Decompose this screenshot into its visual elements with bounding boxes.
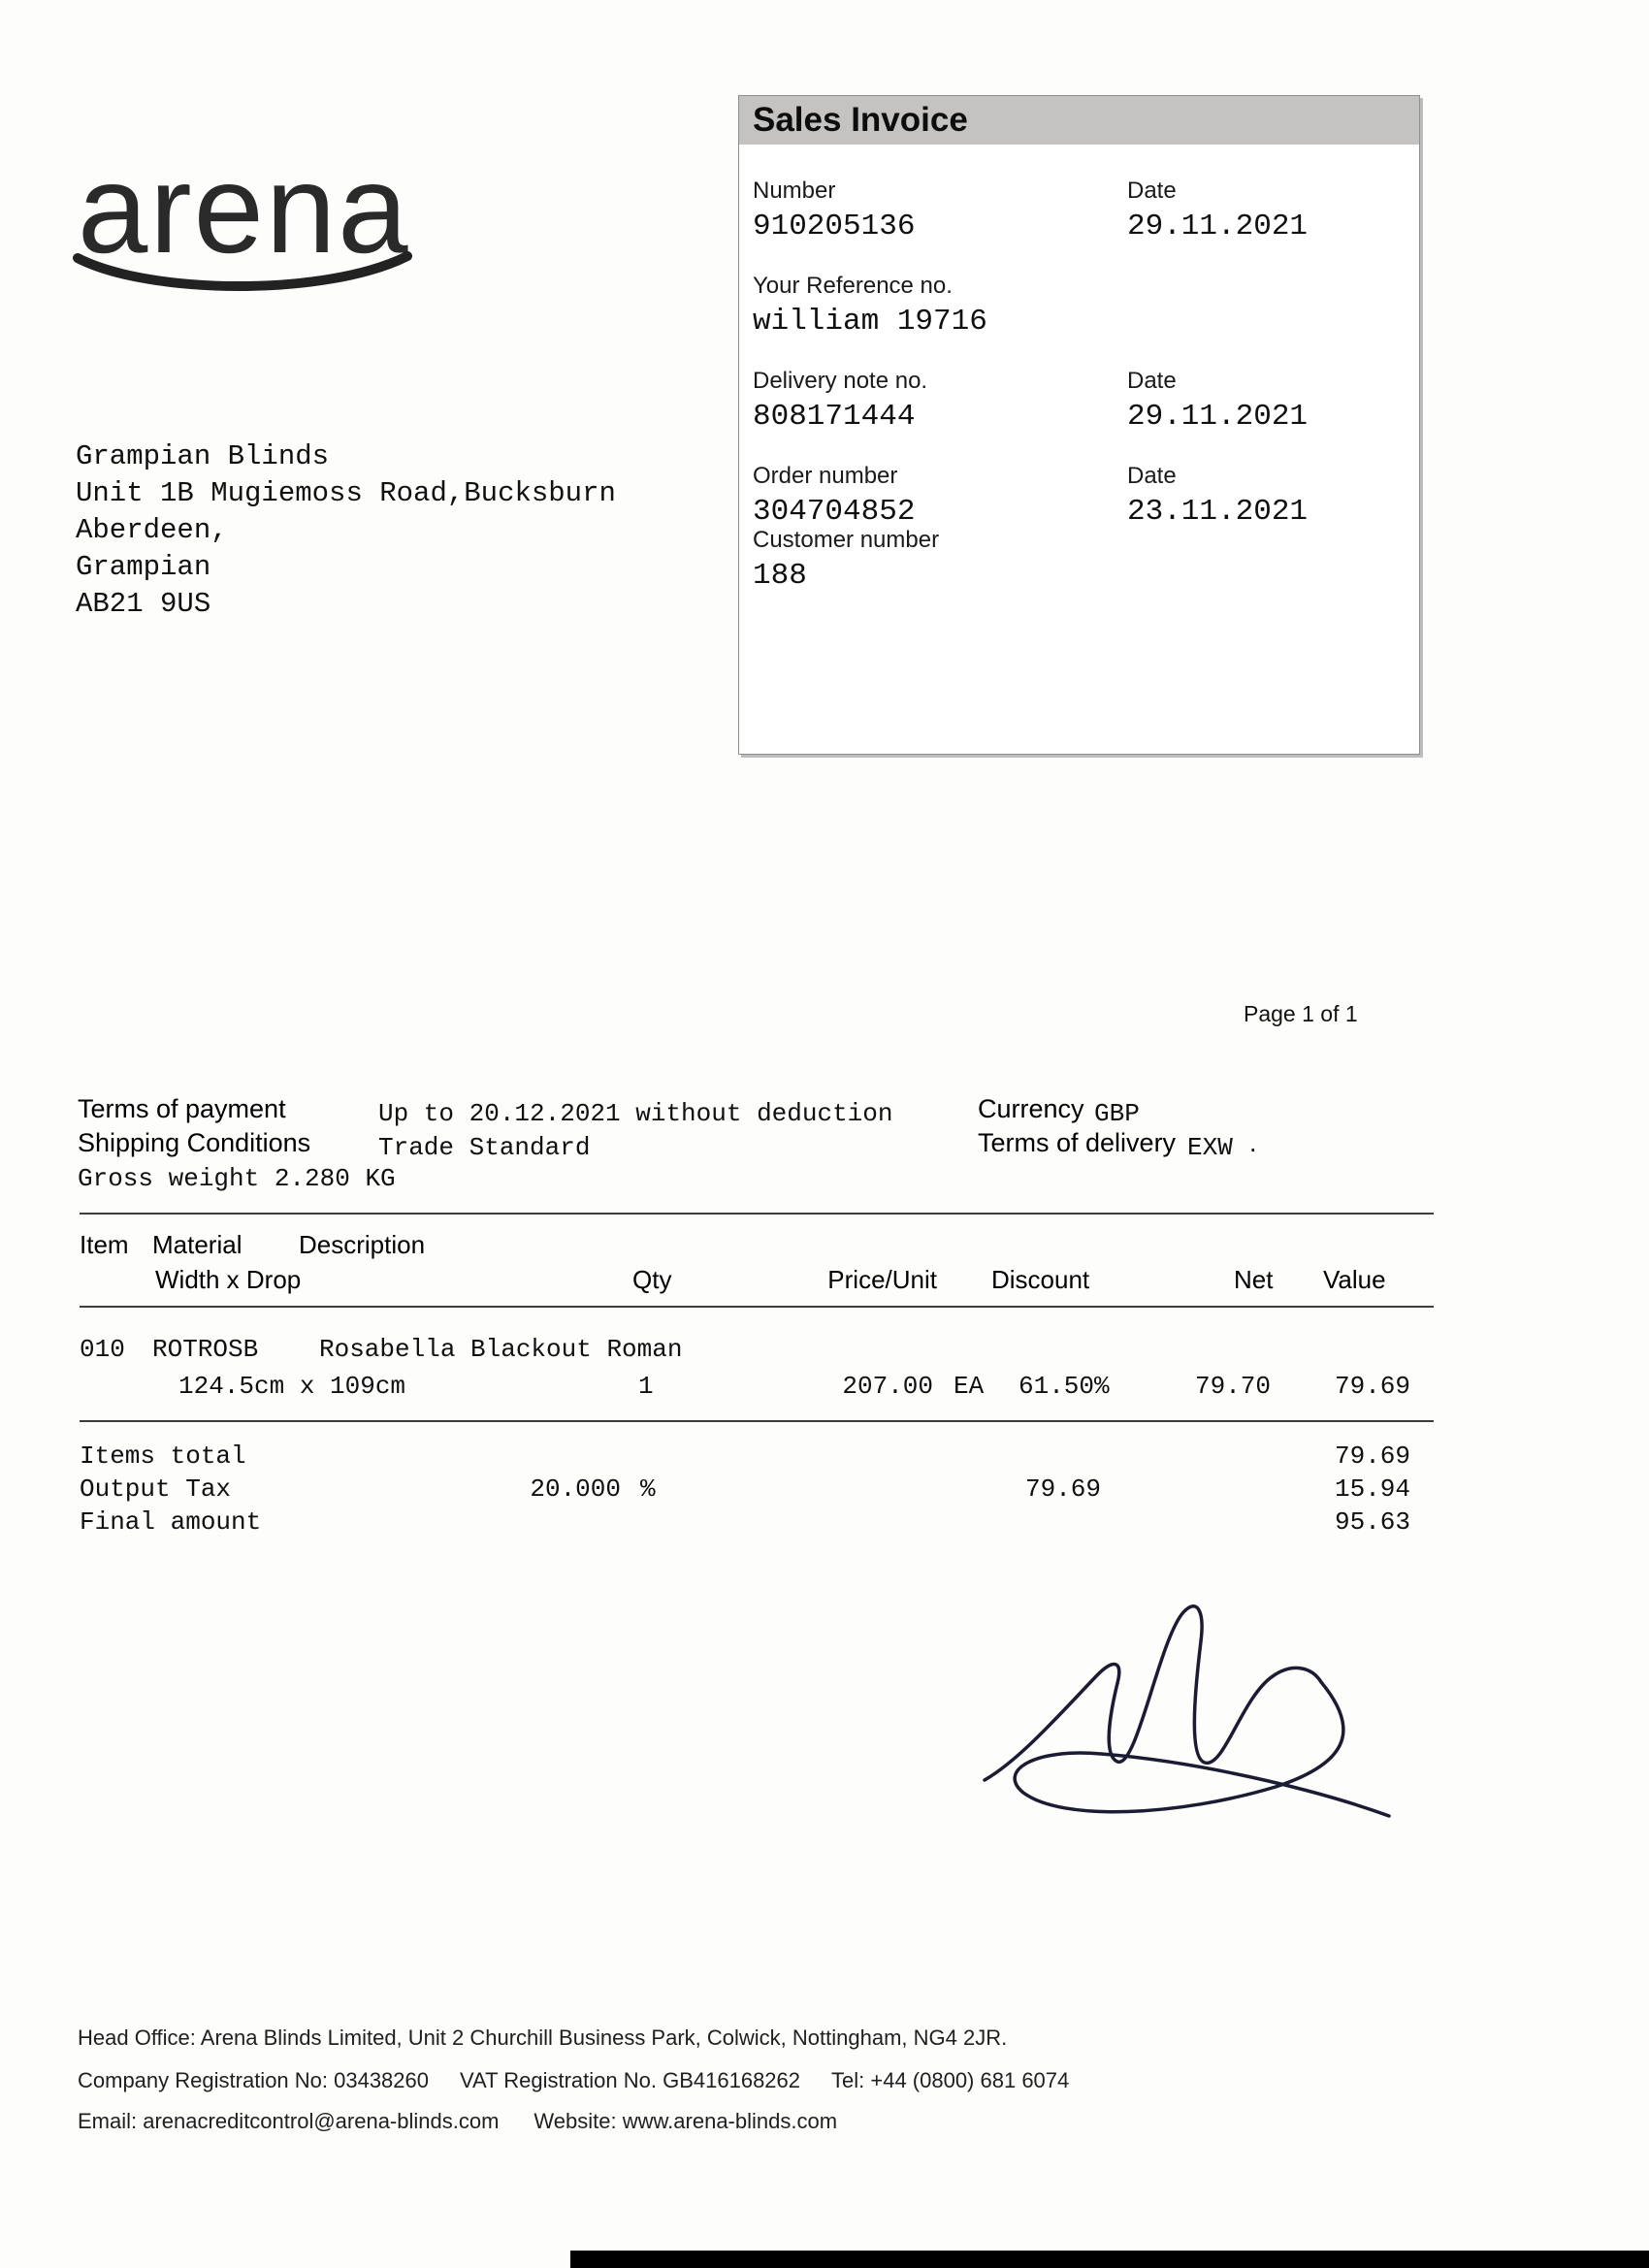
final-amount-label: Final amount xyxy=(80,1507,262,1537)
delivery-date-value: 29.11.2021 xyxy=(1127,400,1309,434)
footer-company-reg: Company Registration No: 03438260 xyxy=(78,2068,430,2092)
row-price-unit: 207.00 xyxy=(842,1372,933,1401)
footer-email: Email: arenacreditcontrol@arena-blinds.com xyxy=(78,2109,500,2133)
order-date-field xyxy=(1127,463,1308,529)
header-item: Item xyxy=(80,1230,129,1259)
invoice-date-label: Date xyxy=(1127,178,1177,204)
order-number-value: 304704852 xyxy=(753,495,916,529)
invoice-date-field xyxy=(1127,178,1308,243)
footer-registration-line xyxy=(78,2068,1069,2093)
invoice-date-value: 29.11.2021 xyxy=(1127,210,1309,243)
handwritten-signature xyxy=(951,1571,1416,1853)
order-number-field xyxy=(753,463,915,529)
invoice-number-value: 910205136 xyxy=(753,210,916,243)
logo-swoosh-icon xyxy=(72,246,413,301)
items-total-label: Items total xyxy=(80,1442,246,1471)
currency-label: Currency xyxy=(978,1094,1084,1123)
delivery-note-field xyxy=(753,368,927,434)
recipient-name: Grampian Blinds xyxy=(76,440,330,472)
recipient-street: Unit 1B Mugiemoss Road,Bucksburn xyxy=(76,477,616,509)
output-tax-label: Output Tax xyxy=(80,1474,232,1504)
header-description: Description xyxy=(299,1230,426,1259)
header-price-unit: Price/Unit xyxy=(827,1265,937,1294)
row-unit: EA xyxy=(954,1372,985,1401)
delivery-date-field xyxy=(1127,368,1308,434)
gross-weight: Gross weight 2.280 KG xyxy=(78,1164,396,1193)
reference-field xyxy=(753,273,987,339)
row-material: ROTROSB xyxy=(152,1335,259,1364)
table-header-rule xyxy=(80,1306,1434,1308)
page-indicator: Page 1 of 1 xyxy=(1244,1001,1358,1026)
output-tax-percent-sign: % xyxy=(640,1474,656,1504)
footer-contact-line xyxy=(78,2109,837,2134)
output-tax-rate: 20.000 xyxy=(530,1474,621,1504)
terms-of-delivery-period: . xyxy=(1249,1128,1257,1157)
footer-tel: Tel: +44 (0800) 681 6074 xyxy=(831,2068,1070,2092)
terms-of-payment-label: Terms of payment xyxy=(78,1094,286,1123)
row-value: 79.69 xyxy=(1334,1372,1410,1401)
invoice-number-label: Number xyxy=(753,178,836,204)
footer-website: Website: www.arena-blinds.com xyxy=(534,2109,838,2133)
shipping-conditions-value: Trade Standard xyxy=(378,1133,591,1162)
sales-invoice-title-bar xyxy=(739,96,1419,145)
items-total-value: 79.69 xyxy=(1334,1442,1410,1471)
final-amount-value: 95.63 xyxy=(1334,1507,1410,1537)
terms-of-delivery-label: Terms of delivery xyxy=(978,1128,1177,1157)
row-description: Rosabella Blackout Roman xyxy=(319,1335,683,1364)
recipient-address xyxy=(76,438,616,623)
sales-invoice-panel xyxy=(738,95,1420,755)
header-material: Material xyxy=(152,1230,242,1259)
header-discount: Discount xyxy=(991,1265,1090,1294)
recipient-postcode: AB21 9US xyxy=(76,588,211,620)
reference-value: william 19716 xyxy=(753,305,987,339)
row-qty: 1 xyxy=(638,1372,654,1401)
row-net: 79.70 xyxy=(1194,1372,1271,1401)
customer-number-label: Customer number xyxy=(753,527,940,553)
customer-number-value: 188 xyxy=(753,559,807,593)
order-date-value: 23.11.2021 xyxy=(1127,495,1309,529)
invoice-number-field xyxy=(753,178,915,243)
header-value: Value xyxy=(1323,1265,1386,1294)
scan-artifact-bar xyxy=(570,2251,1649,2268)
row-discount: 61.50% xyxy=(1018,1372,1110,1401)
table-top-rule xyxy=(80,1213,1434,1215)
recipient-region: Grampian xyxy=(76,551,211,583)
output-tax-value: 15.94 xyxy=(1334,1474,1410,1504)
reference-label: Your Reference no. xyxy=(753,273,953,299)
header-qty: Qty xyxy=(632,1265,672,1294)
order-number-label: Order number xyxy=(753,463,898,489)
delivery-date-label: Date xyxy=(1127,368,1177,394)
footer-vat-reg: VAT Registration No. GB416168262 xyxy=(460,2068,801,2092)
delivery-note-value: 808171444 xyxy=(753,400,916,434)
sales-invoice-title: Sales Invoice xyxy=(753,101,968,139)
footer-head-office: Head Office: Arena Blinds Limited, Unit 2 Churchill Business Park, Colwick, Nottingham, NG4 2JR. xyxy=(78,2025,1008,2050)
customer-number-field xyxy=(753,527,939,593)
order-date-label: Date xyxy=(1127,463,1177,489)
shipping-conditions-label: Shipping Conditions xyxy=(78,1128,311,1157)
header-width-drop: Width x Drop xyxy=(155,1265,302,1294)
currency-value: GBP xyxy=(1094,1099,1140,1128)
logo-wordmark: arena xyxy=(78,138,410,279)
terms-of-payment-value: Up to 20.12.2021 without deduction xyxy=(378,1099,893,1128)
delivery-note-label: Delivery note no. xyxy=(753,368,928,394)
table-bottom-rule xyxy=(80,1420,1434,1422)
terms-of-delivery-value: EXW xyxy=(1187,1133,1233,1162)
header-net: Net xyxy=(1234,1265,1274,1294)
output-tax-base: 79.69 xyxy=(1024,1474,1101,1504)
recipient-city: Aberdeen, xyxy=(76,514,228,546)
row-width-drop: 124.5cm x 109cm xyxy=(178,1372,406,1401)
row-item: 010 xyxy=(80,1335,125,1364)
